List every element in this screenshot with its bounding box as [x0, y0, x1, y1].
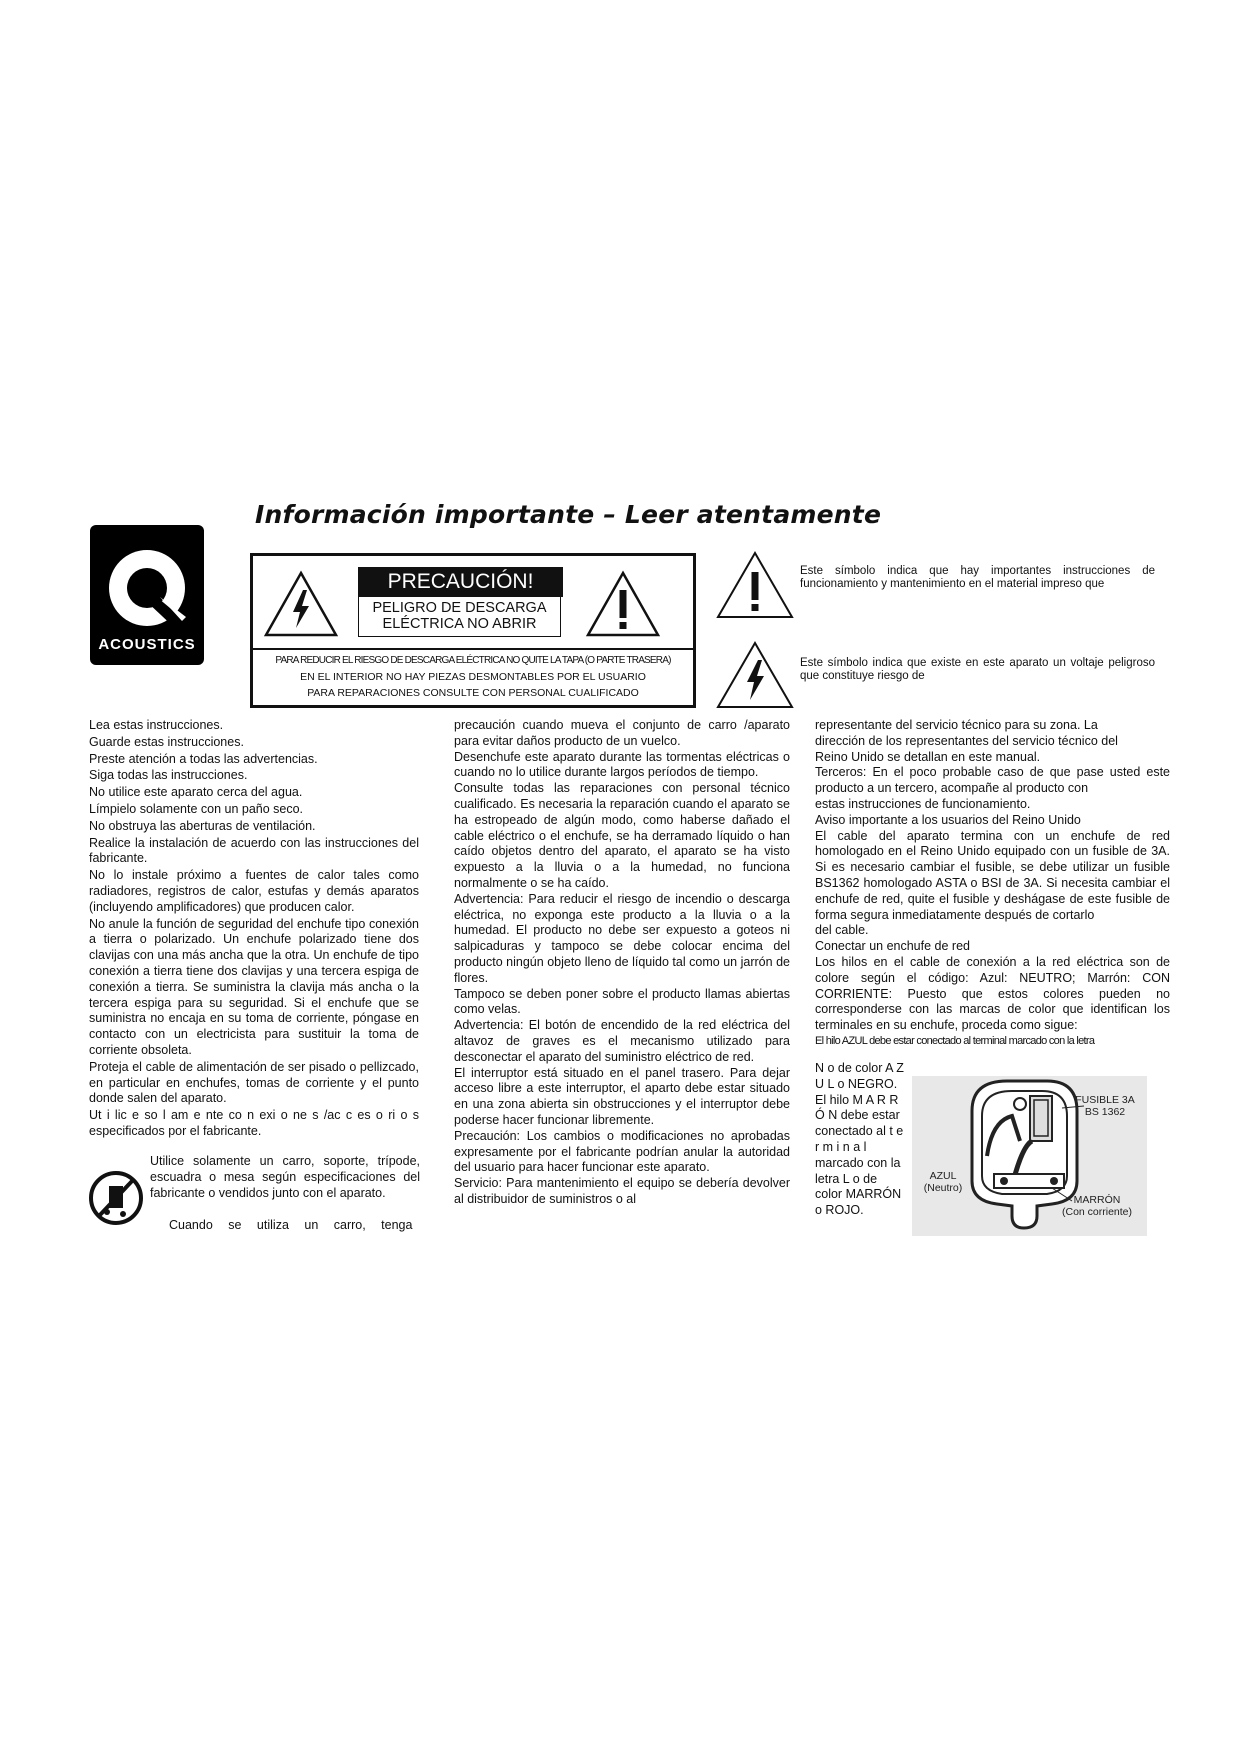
- caution-footer-line-2: EN EL INTERIOR NO HAY PIEZAS DESMONTABLES POR EL USUARIO: [300, 671, 646, 683]
- instruction-1: Lea estas instrucciones.: [89, 718, 224, 732]
- instruction-6: Límpielo solamente con un paño seco.: [89, 801, 304, 816]
- blue-wire-label-1: AZUL: [929, 1170, 957, 1182]
- caution-footer: [257, 653, 689, 701]
- voltage-symbol-icon: [715, 640, 795, 710]
- col2-paragraph-1: precaución cuando mueva el conjunto de carro /aparato para evitar daños producto de un vuelco.: [454, 718, 790, 748]
- fuse-label-2: BS 1362: [1084, 1106, 1126, 1118]
- voltage-symbol-text: Este símbolo indica que existe en este aparato un voltaje peligroso que constituye riesgo de: [800, 657, 1155, 682]
- col2-paragraph-3: Consulte todas las reparaciones con personal técnico cualificado. Es necesaria la reparación cuando el aparato se ha estropeado de algún modo, como haberse dañado el cable eléctrico o el enchufe, se ha derramado líquido o han caído objetos dentro del aparato, el aparato se ha visto expuesto a la lluvia o a la humedad, no funciona normalmente o se ha caído.: [454, 781, 790, 890]
- exclamation-warning-icon: [585, 570, 661, 638]
- col3-plug-heading: Conectar un enchufe de red: [815, 939, 970, 954]
- blue-wire-label: [912, 1170, 974, 1194]
- cart-caution-start: Cuando se utiliza un carro, tenga: [169, 1218, 413, 1232]
- instruction-7: No obstruya las aberturas de ventilación.: [89, 818, 316, 833]
- instruction-8: Realice la instalación de acuerdo con las instrucciones del fabricante.: [89, 835, 419, 866]
- caution-sub-line-2: ELÉCTRICA NO ABRIR: [382, 616, 537, 632]
- instruction-4: Siga todas las instrucciones.: [89, 768, 248, 783]
- col3-service-3: Reino Unido se detallan en este manual.: [815, 749, 1041, 764]
- caution-footer-line-1: PARA REDUCIR EL RIESGO DE DESCARGA ELÉCTRICA NO QUITE LA TAPA (O PARTE TRASERA): [275, 655, 671, 666]
- col3-third-parties: Terceros: En el poco probable caso de que pase usted este producto a un tercero, acompañe al producto con: [815, 765, 1170, 796]
- fuse-label-1: FUSIBLE 3A: [1075, 1094, 1135, 1106]
- exclamation-symbol-icon: [715, 550, 795, 620]
- instruction-11: Proteja el cable de alimentación de ser pisado o pellizcado, en particular en enchufes, tomas de corriente y el punto donde salen del aparato.: [89, 1059, 419, 1106]
- plug-wiring-diagram: [912, 1076, 1147, 1236]
- q-logo-icon: [90, 533, 204, 643]
- q-acoustics-logo: [90, 525, 204, 665]
- col2-paragraph-2: Desenchufe este aparato durante las tormentas eléctricas o cuando no lo utilice durante largos períodos de tiempo.: [454, 749, 790, 780]
- col3-blue-wire: El hilo AZUL debe estar conectado al terminal marcado con la letra: [815, 1034, 1095, 1047]
- col2-paragraph-6: Advertencia: El botón de encendido de la red eléctrica del altavoz de graves es el mecanismo utilizado para desconectar el aparato del suministro eléctrico de red.: [454, 1018, 790, 1064]
- col3-wiring-text: N o de color A Z U L o NEGRO. El hilo M A R R Ó N debe estar conectado al t e r m i n a l marcado con la letra L o de color MARRÓN o ROJO.: [815, 1061, 904, 1218]
- column-2: [454, 718, 790, 1208]
- fuse-label: [1065, 1094, 1145, 1118]
- col3-uk-notice-end: del cable.: [815, 923, 869, 938]
- col3-uk-notice-heading: Aviso importante a los usuarios del Reino Unido: [815, 812, 1081, 827]
- page-title: Información importante – Leer atentamente: [255, 500, 882, 529]
- col3-wire-colours: Los hilos en el cable de conexión a la red eléctrica son de colore según el código: Azul: NEUTRO; Marrón: CON CORRIENTE: Puesto que estos colores pueden no corresponderse con las marcas de color que identifican los terminales en su enchufe, proceda como sigue:: [815, 954, 1170, 1033]
- column-1: [89, 718, 419, 1140]
- col2-paragraph-7: El interruptor está situado en el panel trasero. Para dejar acceso libre a este interruptor, el aparto debe estar situado en una zona abierta sin obstrucciones y el interruptor debe poderse hacer funcionar libremente.: [454, 1065, 790, 1127]
- column-3: [815, 718, 1170, 1050]
- instruction-2: Guarde estas instrucciones.: [89, 734, 244, 749]
- col3-uk-notice-body: El cable del aparato termina con un enchufe de red homologado en el Reino Unido equipado con un fusible de 3A. Si es necesario cambiar el fusible, se debe utilizar un fusible BS1362 homologado ASTA o BSI de 3A. Si necesita cambiar el enchufe de red, quite el fusible y deshágase de este fusible de forma segura inmediatamente después de cortarlo: [815, 828, 1170, 922]
- instruction-12: Ut i lic e so l am e nte co n exi o ne s /ac c es o ri o s especificados por el fabricante.: [89, 1108, 419, 1138]
- col2-paragraph-5: Tampoco se deben poner sobre el producto llamas abiertas como velas.: [454, 986, 790, 1017]
- caution-box: [250, 553, 696, 708]
- brown-wire-label-1: MARRÓN: [1073, 1194, 1121, 1206]
- instruction-5: No utilice este aparato cerca del agua.: [89, 785, 303, 800]
- caution-heading: PRECAUCIÓN!: [358, 567, 563, 597]
- instruction-10: No anule la función de seguridad del enchufe tipo conexión a tierra o polarizado. Un enchufe polarizado tiene dos clavijas con una más ancha que la otra. Un enchufe de tipo conexión a tierra tiene dos clavijas y una tercera espiga de conexión a tierra. Se suministra la clavija más ancha o la tercera espiga para su seguridad. Si el enchufe que se suministra no encaja en su toma de corriente, póngase en contacto con un electricista para sustituir la toma de corriente obsoleta.: [89, 916, 419, 1057]
- cart-warning-icon: [89, 1170, 143, 1226]
- logo-text: ACOUSTICS: [98, 636, 196, 653]
- instruction-9: No lo instale próximo a fuentes de calor tales como radiadores, registros de calor, estufas y demás aparatos (incluyendo amplificadores) que producen calor.: [89, 868, 419, 914]
- cart-instruction: Utilice solamente un carro, soporte, trípode, escuadra o mesa según especificaciones del fabricante o vendidos junto con el aparato.: [150, 1154, 420, 1200]
- blue-wire-label-2: (Neutro): [923, 1182, 963, 1194]
- lightning-warning-icon: [263, 570, 339, 638]
- col3-service-1: representante del servicio técnico para su zona. La: [815, 718, 1098, 732]
- col2-paragraph-8: Precaución: Los cambios o modificaciones no aprobadas expresamente por el fabricante podrían anular la autoridad del usuario para hacer funcionar este aparato.: [454, 1128, 790, 1175]
- instruction-3: Preste atención a todas las advertencias.: [89, 751, 318, 766]
- brown-wire-label-2: (Con corriente): [1061, 1206, 1133, 1218]
- caution-sub-line-1: PELIGRO DE DESCARGA: [372, 600, 547, 616]
- exclamation-symbol-text: Este símbolo indica que hay importantes instrucciones de funcionamiento y mantenimiento en el material impreso que: [800, 565, 1155, 590]
- col2-paragraph-4: Advertencia: Para reducir el riesgo de incendio o descarga eléctrica, no exponga este producto a la lluvia o a la humedad. El producto no debe ser expuesto a goteos ni salpicaduras y tampoco se debe colocar encima del producto ningún objeto lleno de líquido tal como un jarrón de flores.: [454, 891, 790, 985]
- caution-divider: [253, 648, 693, 650]
- brown-wire-label: [1047, 1194, 1147, 1218]
- col3-service-2: dirección de los representantes del servicio técnico del: [815, 733, 1118, 748]
- col2-paragraph-9: Servicio: Para mantenimiento el equipo se debería devolver al distribuidor de suministros o al: [454, 1176, 790, 1206]
- caution-subheading: [358, 597, 561, 637]
- col3-third-parties-end: estas instrucciones de funcionamiento.: [815, 796, 1031, 811]
- caution-footer-line-3: PARA REPARACIONES CONSULTE CON PERSONAL CUALIFICADO: [307, 687, 639, 699]
